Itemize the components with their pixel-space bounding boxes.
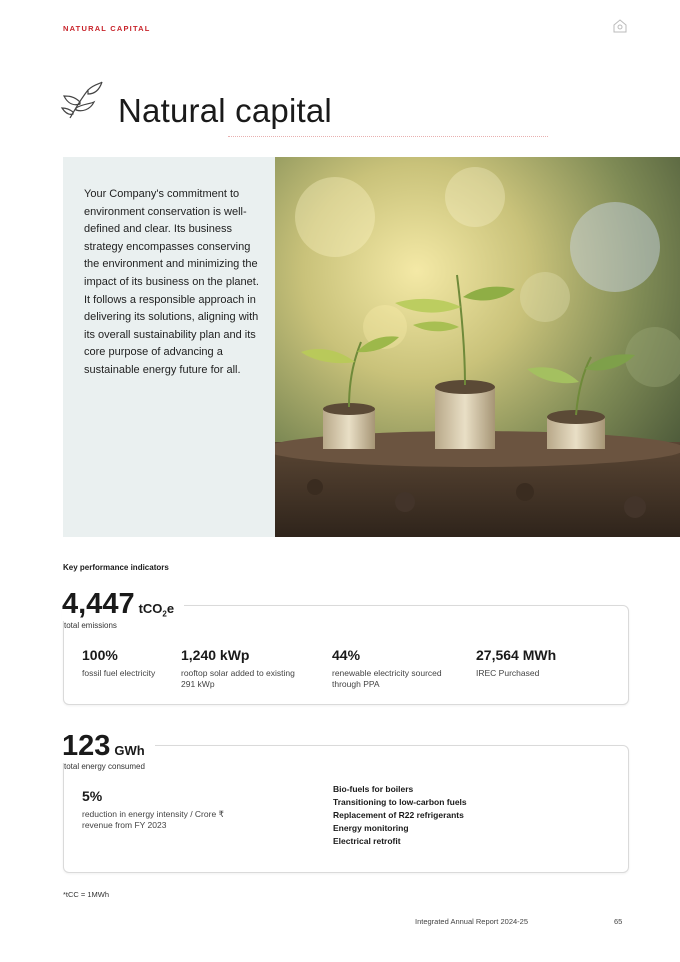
page-title: Natural capital <box>118 92 332 129</box>
total-energy-value <box>62 730 155 763</box>
seedlings-on-coins-photo <box>275 157 680 537</box>
stat-description: IREC Purchased <box>476 668 540 678</box>
stat-description: renewable electricity sourced through PPA <box>332 668 442 689</box>
footer-report-title: Integrated Annual Report 2024-25 <box>415 917 529 926</box>
footnote: *tCC = 1MWh <box>63 890 110 899</box>
page-number: 65 <box>614 917 623 926</box>
stat-energy-intensity <box>82 788 242 831</box>
stat-value: 100% <box>82 647 118 663</box>
stat-description: rooftop solar added to existing 291 kWp <box>181 668 295 689</box>
list-item: Bio-fuels for boilers <box>333 784 414 794</box>
section-label: NATURAL CAPITAL <box>63 24 151 33</box>
list-item: Energy monitoring <box>333 823 409 833</box>
emissions-number: 4,447 <box>62 588 135 620</box>
list-item: Replacement of R22 refrigerants <box>333 810 464 820</box>
energy-unit: GWh <box>114 743 145 758</box>
home-icon[interactable] <box>612 18 628 34</box>
stat-value: 5% <box>82 788 103 804</box>
stat-description: reduction in energy intensity / Crore ₹ revenue from FY 2023 <box>82 809 224 830</box>
stat-irec <box>476 647 616 679</box>
list-item: Electrical retrofit <box>333 836 401 846</box>
stat-description: fossil fuel electricity <box>82 668 156 678</box>
stat-rooftop-solar <box>181 647 311 690</box>
sprout-icon <box>60 78 104 122</box>
emissions-unit: tCO$_2$e <box>138 601 175 619</box>
stat-renewable-ppa <box>332 647 462 690</box>
stat-value: 27,564 MWh <box>476 647 557 663</box>
kpi-heading: Key performance indicators <box>63 563 169 572</box>
intro-text: Your Company's commitment to environment conservation is well-defined and clear. Its business strategy encompasses conserving the environment and minimizing the impact of its business on the planet. It follows a responsible approach in delivering its solutions, aligning with its overall sustainability plan and its core purpose of advancing a sustainable energy future for all. <box>84 188 259 376</box>
stat-value: 1,240 kWp <box>181 647 250 663</box>
list-item: Transitioning to low-carbon fuels <box>333 797 467 807</box>
energy-number: 123 <box>62 730 111 762</box>
energy-initiatives-list <box>333 783 603 848</box>
title-underline <box>228 136 548 137</box>
total-energy-caption: total energy consumed <box>64 762 145 771</box>
stat-value: 44% <box>332 647 361 663</box>
stat-fossil-fuel <box>82 647 162 679</box>
total-emissions-caption: total emissions <box>64 621 117 630</box>
total-emissions-value <box>62 588 184 621</box>
